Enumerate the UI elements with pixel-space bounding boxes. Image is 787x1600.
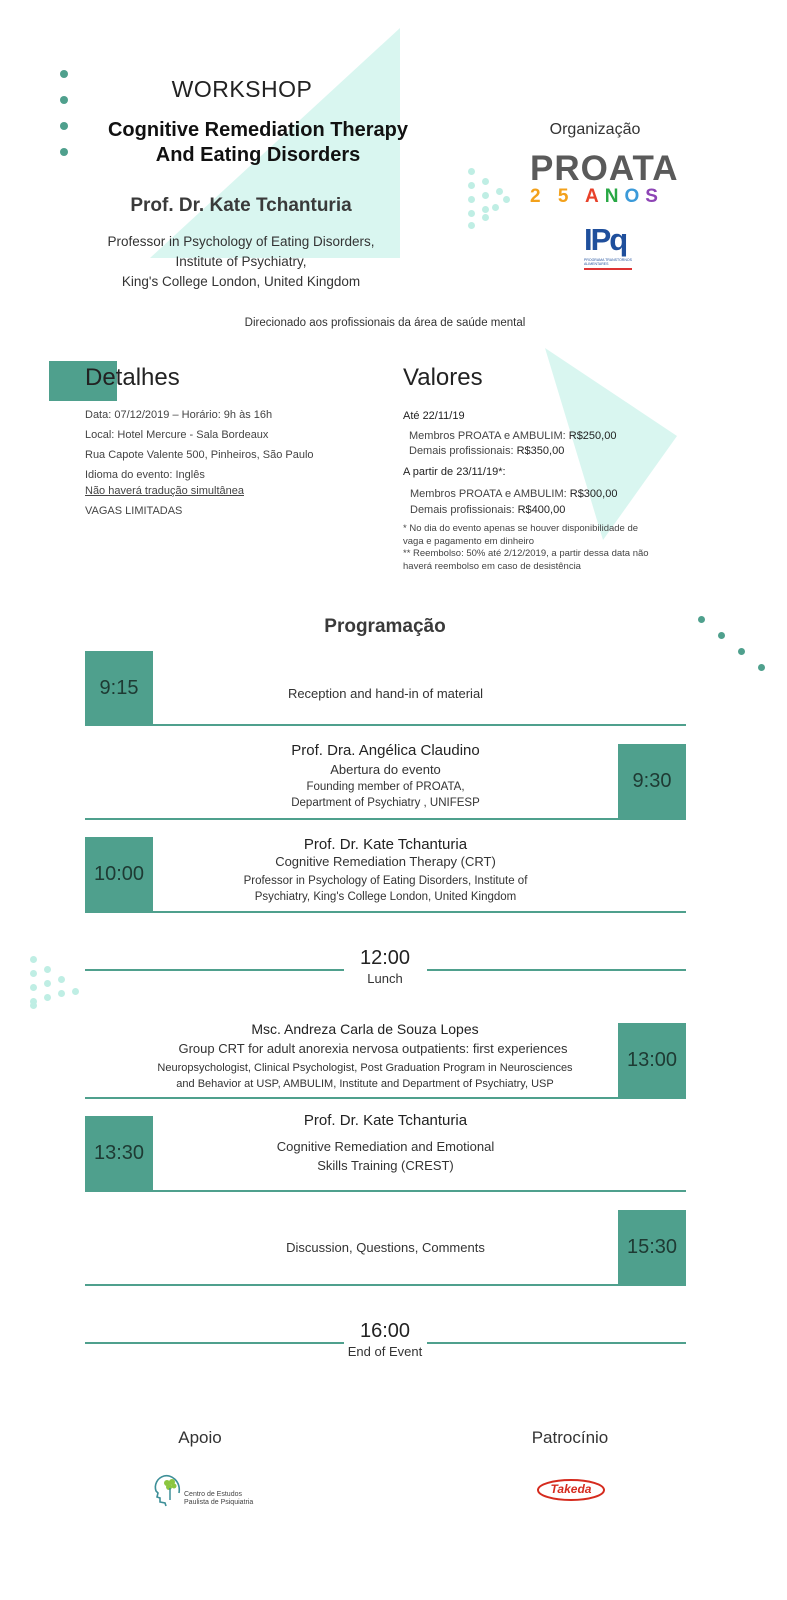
affiliation-line: Institute of Psychiatry, xyxy=(175,254,307,269)
organization-label: Organização xyxy=(549,121,641,138)
session-1000 xyxy=(153,836,618,903)
values-heading: Valores xyxy=(403,364,483,391)
session-divider xyxy=(85,724,686,726)
values-period-1: Até 22/11/19 xyxy=(403,410,465,422)
session-title-915: Reception and hand-in of material xyxy=(287,686,484,701)
session-desc: Neuropsychologist, Clinical Psychologist, Post Graduation Program in Neurosciences xyxy=(157,1062,573,1074)
cepp-logo xyxy=(153,1473,263,1509)
details-heading: Detalhes xyxy=(85,364,180,391)
cepp-line: Centro de Estudos xyxy=(184,1491,242,1498)
lunch-line-left xyxy=(85,969,344,971)
note-line: vaga e pagamento em dinheiro xyxy=(403,535,534,547)
session-title-1530: Discussion, Questions, Comments xyxy=(286,1240,485,1255)
session-1330 xyxy=(153,1112,618,1173)
ipq-logo xyxy=(584,224,636,274)
lunch-line-right xyxy=(427,969,686,971)
speaker-name: Prof. Dr. Kate Tchanturia xyxy=(130,195,352,216)
session-speaker: Prof. Dr. Kate Tchanturia xyxy=(303,836,468,853)
session-title: Abertura do evento xyxy=(330,762,441,777)
note-line: haverá reembolso em caso de desistência xyxy=(403,560,581,572)
session-desc: Psychiatry, King's College London, United Kingdom xyxy=(254,891,517,903)
session-desc: Founding member of PROATA, xyxy=(306,781,465,793)
session-title: Skills Training (CREST) xyxy=(317,1158,454,1173)
time-box-1530: 15:30 xyxy=(618,1210,686,1285)
end-time: 16:00 xyxy=(359,1320,411,1342)
head-tree-icon xyxy=(153,1473,185,1507)
session-speaker: Prof. Dr. Kate Tchanturia xyxy=(303,1112,468,1129)
session-divider xyxy=(85,911,686,913)
session-speaker: Msc. Andreza Carla de Souza Lopes xyxy=(251,1021,479,1037)
details-line: Idioma do evento: Inglês xyxy=(85,469,205,481)
note-line: ** Reembolso: 50% até 2/12/2019, a partir dessa data não xyxy=(403,548,649,559)
note-line: * No dia do evento apenas se houver disponibilidade de xyxy=(403,523,639,534)
price-value: R$350,00 xyxy=(516,445,565,457)
session-desc: and Behavior at USP, AMBULIM, Institute and Department of Psychiatry, USP xyxy=(176,1078,554,1090)
title-line-1: Cognitive Remediation Therapy xyxy=(107,119,409,141)
lunch-label: Lunch xyxy=(367,971,403,986)
no-translation-note: Não haverá tradução simultânea xyxy=(85,485,244,497)
ipq-caption: PROGRAMA TRANSTORNOS ALIMENTARES xyxy=(584,258,632,266)
anos-letter: N xyxy=(604,186,625,207)
price-label: Membros PROATA e AMBULIM: xyxy=(410,488,567,500)
values-p1-members xyxy=(409,430,616,442)
values-p2-members xyxy=(410,488,617,500)
time-box-930: 9:30 xyxy=(618,744,686,819)
session-divider xyxy=(85,1097,686,1099)
time-box-1300: 13:00 xyxy=(618,1023,686,1098)
cepp-line: Paulista de Psiquiatria xyxy=(184,1499,254,1506)
session-divider xyxy=(85,1190,686,1192)
details-line: Rua Capote Valente 500, Pinheiros, São Paulo xyxy=(85,449,314,461)
lunch-time: 12:00 xyxy=(359,947,411,969)
session-title: Group CRT for adult anorexia nervosa outpatients: first experiences xyxy=(178,1041,568,1056)
affiliation-line: King's College London, United Kingdom xyxy=(121,274,361,289)
session-1300 xyxy=(100,1021,630,1090)
values-period-2: A partir de 23/11/19*: xyxy=(403,466,506,478)
price-label: Demais profissionais: xyxy=(409,445,514,457)
end-label: End of Event xyxy=(347,1344,423,1359)
details-line: Local: Hotel Mercure - Sala Bordeaux xyxy=(85,429,269,441)
price-label: Demais profissionais: xyxy=(410,504,515,516)
title-line-2: And Eating Disorders xyxy=(155,144,361,166)
ipq-wordmark: IPq xyxy=(584,222,627,257)
price-value: R$400,00 xyxy=(517,504,566,516)
details-line: Data: 07/12/2019 – Horário: 9h às 16h xyxy=(85,409,273,421)
limited-seats: VAGAS LIMITADAS xyxy=(85,505,183,517)
anos-letter: O xyxy=(624,186,646,207)
price-value: R$300,00 xyxy=(569,488,618,500)
values-p2-others xyxy=(410,504,565,516)
session-desc: Department of Psychiatry , UNIFESP xyxy=(291,797,480,809)
end-line-left xyxy=(85,1342,344,1344)
workshop-label: WORKSHOP xyxy=(171,76,313,102)
details-list xyxy=(85,405,385,521)
session-title: Cognitive Remediation and Emotional xyxy=(276,1139,495,1154)
takeda-wordmark: Takeda xyxy=(550,1482,592,1496)
cepp-name xyxy=(184,1491,253,1507)
proata-logo xyxy=(530,150,690,208)
session-930 xyxy=(153,742,618,809)
anos-letter: S xyxy=(645,186,664,207)
anos-digits: 2 5 xyxy=(530,186,575,207)
session-speaker: Prof. Dra. Angélica Claudino xyxy=(291,742,480,759)
values-p1-others xyxy=(409,445,564,457)
time-box-915: 9:15 xyxy=(85,651,153,726)
time-box-1330: 13:30 xyxy=(85,1116,153,1191)
session-divider xyxy=(85,1284,686,1286)
sponsor-label: Patrocínio xyxy=(531,1428,609,1447)
proata-wordmark: PROATA xyxy=(530,149,679,188)
affiliation-line: Professor in Psychology of Eating Disorders, xyxy=(107,234,375,249)
time-box-1000: 10:00 xyxy=(85,837,153,912)
session-desc: Professor in Psychology of Eating Disorders, Institute of xyxy=(243,875,528,887)
values-notes xyxy=(403,523,693,573)
proata-25-anos xyxy=(530,186,690,208)
ipq-underline xyxy=(584,268,632,270)
page-title xyxy=(60,118,456,168)
program-heading: Programação xyxy=(324,616,446,637)
session-divider xyxy=(85,818,686,820)
price-label: Membros PROATA e AMBULIM: xyxy=(409,430,566,442)
takeda-logo xyxy=(536,1478,606,1502)
speaker-affiliation xyxy=(80,232,402,292)
session-title: Cognitive Remediation Therapy (CRT) xyxy=(275,854,496,869)
price-value: R$250,00 xyxy=(568,430,617,442)
audience-text: Direcionado aos profissionais da área de saúde mental xyxy=(244,317,526,329)
anos-letter: A xyxy=(585,186,605,207)
end-line-right xyxy=(427,1342,686,1344)
support-label: Apoio xyxy=(178,1428,222,1447)
